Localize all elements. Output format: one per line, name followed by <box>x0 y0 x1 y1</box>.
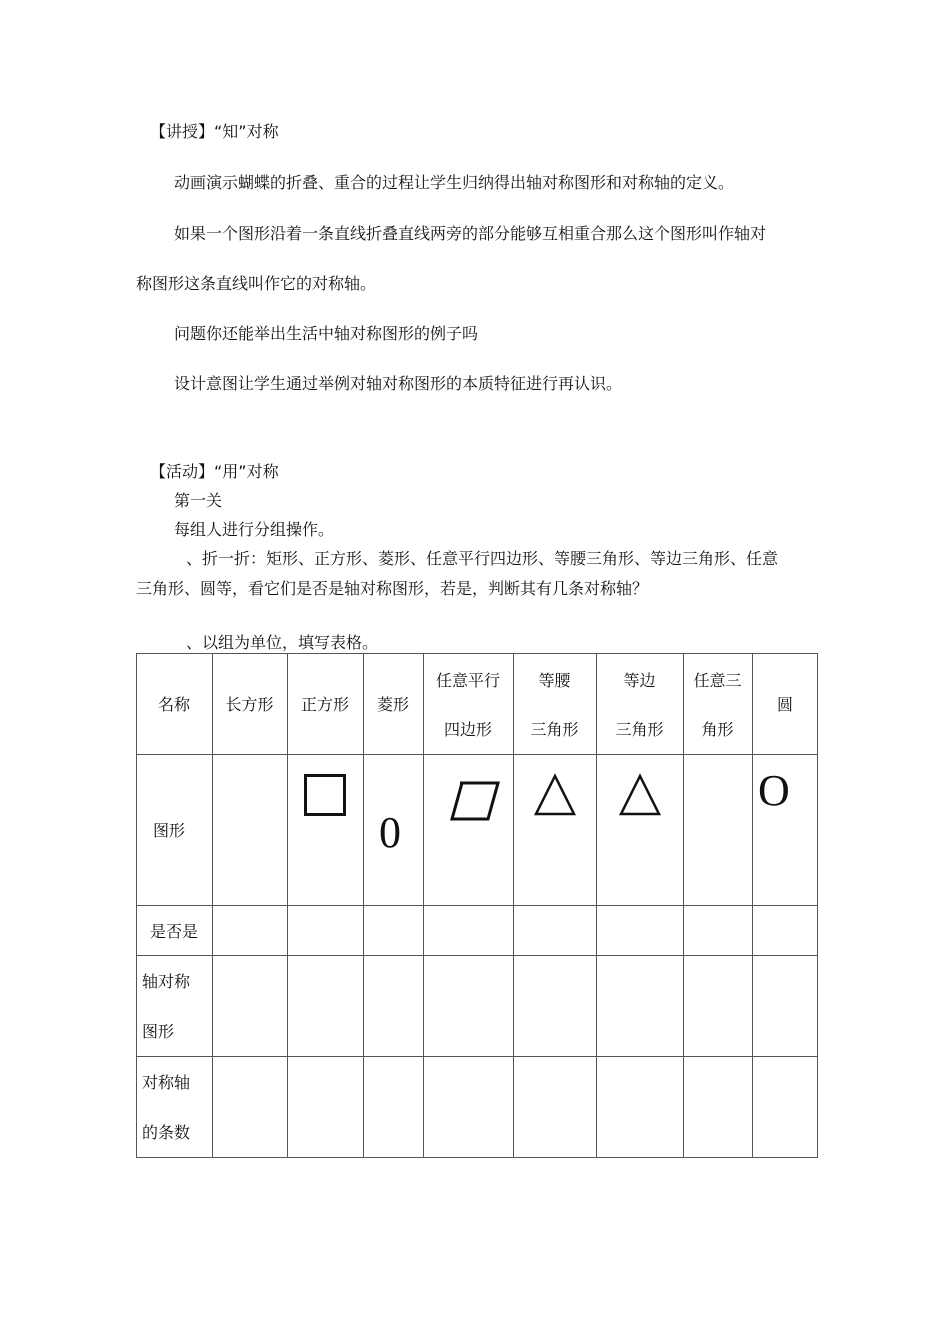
header-equilateral-line-1: 等边 <box>623 671 656 690</box>
header-name: 名称 <box>157 695 190 714</box>
table-divider <box>752 653 753 1158</box>
table-border <box>817 653 818 1158</box>
table-divider <box>136 754 818 755</box>
question-text: 问题你还能举出生活中轴对称图形的例子吗 <box>174 324 479 343</box>
section-heading-teach: 【讲授】“知”对称 <box>150 122 279 141</box>
table-border <box>136 1157 818 1158</box>
row-label-axis-line-2: 图形 <box>142 1022 175 1041</box>
header-square: 正方形 <box>300 695 349 714</box>
table-divider <box>287 653 288 1158</box>
fold-instruction-line-2: 三角形、圆等，看它们是否是轴对称图形，若是，判断其有几条对称轴？ <box>136 579 649 598</box>
row-label-axis-line-1: 轴对称 <box>142 972 191 991</box>
paragraph-animation: 动画演示蝴蝶的折叠、重合的过程让学生归纳得出轴对称图形和对称轴的定义。 <box>174 173 735 192</box>
header-isosceles-line-2: 三角形 <box>530 720 579 739</box>
table-border <box>136 653 818 654</box>
table-divider <box>363 653 364 1158</box>
row-label-is: 是否是 <box>149 922 198 941</box>
table-divider <box>136 1056 818 1057</box>
equilateral-triangle-icon <box>618 773 662 817</box>
header-parallelogram-line-2: 四边形 <box>443 720 492 739</box>
section-heading-activity: 【活动】“用”对称 <box>150 462 279 481</box>
header-rhombus: 菱形 <box>376 695 409 714</box>
fill-table-instruction: 、以组为单位，填写表格。 <box>186 633 379 652</box>
definition-line-2: 称图形这条直线叫作它的对称轴。 <box>136 274 377 293</box>
square-icon <box>304 774 346 816</box>
header-equilateral-line-2: 三角形 <box>615 720 664 739</box>
table-divider <box>136 905 818 906</box>
isosceles-triangle-icon <box>533 773 577 817</box>
circle-glyph: O <box>758 766 790 815</box>
fold-instruction-line-1: 、折一折：矩形、正方形、菱形、任意平行四边形、等腰三角形、等边三角形、任意 <box>186 549 779 568</box>
row-label-count-line-2: 的条数 <box>142 1123 191 1142</box>
header-rectangle: 长方形 <box>225 695 274 714</box>
shapes-table <box>136 653 818 1158</box>
header-isosceles-line-1: 等腰 <box>538 671 571 690</box>
definition-line-1: 如果一个图形沿着一条直线折叠直线两旁的部分能够互相重合那么这个图形叫作轴对 <box>174 224 767 243</box>
table-divider <box>136 955 818 956</box>
header-parallelogram-line-1: 任意平行 <box>435 671 500 690</box>
header-circle: 圆 <box>776 695 793 714</box>
header-triangle-line-2: 角形 <box>701 720 734 739</box>
table-divider <box>212 653 213 1158</box>
row-label-count-line-1: 对称轴 <box>142 1073 191 1092</box>
row-label-figure: 图形 <box>152 821 185 840</box>
design-intent-text: 设计意图让学生通过举例对轴对称图形的本质特征进行再认识。 <box>174 374 623 393</box>
group-instruction: 每组人进行分组操作。 <box>174 520 335 539</box>
level-label: 第一关 <box>174 491 223 510</box>
parallelogram-icon <box>450 781 500 823</box>
rhombus-glyph: 0 <box>379 808 401 857</box>
header-triangle-line-1: 任意三 <box>693 671 742 690</box>
table-border <box>136 653 137 1158</box>
